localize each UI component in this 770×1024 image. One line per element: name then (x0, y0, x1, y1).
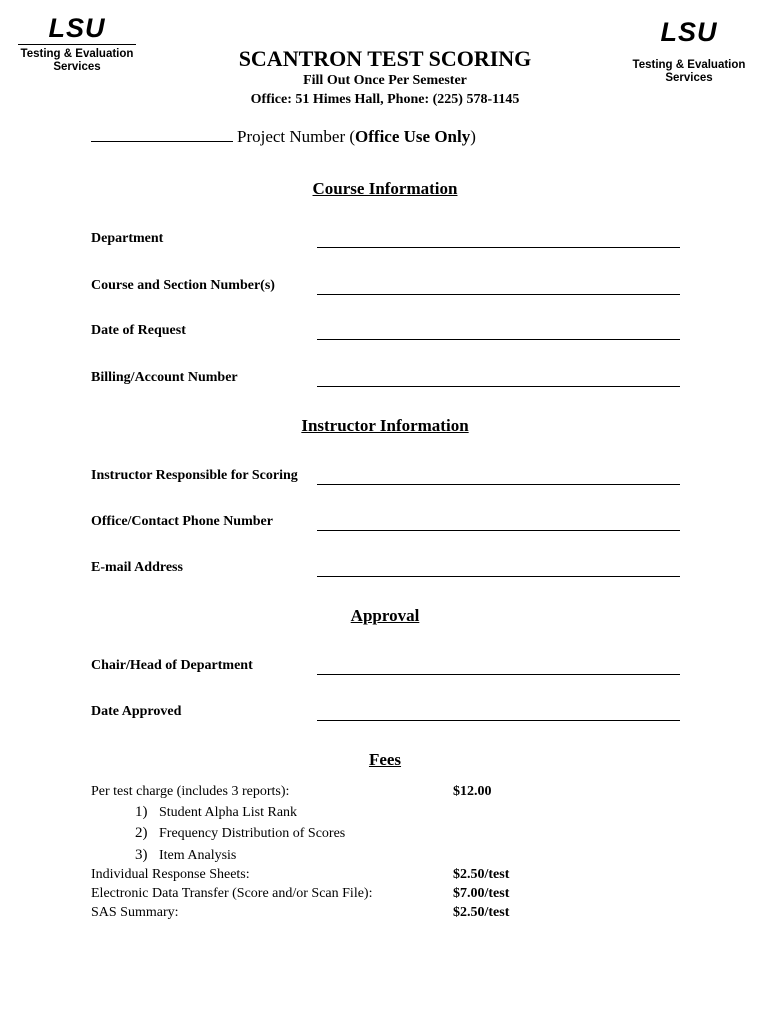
report-number: 3) (135, 847, 148, 863)
lsu-logo-left (17, 14, 137, 74)
report-number: 1) (135, 804, 148, 820)
per-test-amount: $12.00 (453, 784, 492, 799)
department-input[interactable] (317, 247, 680, 248)
report-label: Item Analysis (159, 848, 237, 863)
email-field (91, 560, 681, 582)
sas-summary-label: SAS Summary: (91, 905, 179, 920)
email-input[interactable] (317, 576, 680, 577)
electronic-transfer-label: Electronic Data Transfer (Score and/or Scan File): (91, 886, 373, 901)
date-approved-input[interactable] (317, 720, 680, 721)
chair-input[interactable] (317, 674, 680, 675)
report-item (135, 825, 345, 842)
billing-account-input[interactable] (317, 386, 680, 387)
per-test-label: Per test charge (includes 3 reports): (91, 784, 290, 799)
approval-heading: Approval (350, 606, 420, 625)
course-info-heading: Course Information (312, 179, 458, 198)
project-number-field[interactable] (91, 127, 233, 142)
date-of-request-label: Date of Request (91, 323, 186, 338)
phone-input[interactable] (317, 530, 680, 531)
lsu-logo-mark: LSU (48, 13, 106, 43)
lsu-logo-right (627, 18, 751, 85)
course-section-label: Course and Section Number(s) (91, 278, 275, 293)
report-number: 2) (135, 825, 148, 841)
individual-response-amount: $2.50/test (453, 867, 510, 882)
logo-divider (18, 44, 136, 45)
report-item (135, 804, 297, 821)
billing-account-field (91, 370, 681, 392)
lsu-logo-mark: LSU (660, 17, 718, 47)
project-number-row: Project Number (Office Use Only) (91, 127, 476, 147)
instructor-input[interactable] (317, 484, 680, 485)
department-label: Department (91, 231, 164, 246)
date-approved-field (91, 704, 681, 726)
logo-line1: Testing & Evaluation (20, 48, 134, 60)
department-field (91, 231, 681, 253)
billing-account-label: Billing/Account Number (91, 370, 238, 385)
date-of-request-field (91, 323, 681, 345)
logo-line2: Services (665, 72, 713, 84)
course-section-field (91, 278, 681, 300)
form-title: SCANTRON TEST SCORING (238, 46, 532, 71)
instructor-label: Instructor Responsible for Scoring (91, 468, 298, 483)
chair-label: Chair/Head of Department (91, 658, 253, 673)
instructor-info-heading: Instructor Information (301, 416, 469, 435)
chair-field (91, 658, 681, 680)
report-label: Student Alpha List Rank (159, 805, 298, 820)
logo-line1: Testing & Evaluation (632, 59, 746, 71)
sas-summary-amount: $2.50/test (453, 905, 510, 920)
office-use-only: Office Use Only (355, 127, 471, 146)
phone-label: Office/Contact Phone Number (91, 514, 273, 529)
date-of-request-input[interactable] (317, 339, 680, 340)
project-number-label: Project Number ( (237, 127, 356, 146)
phone-field (91, 514, 681, 536)
electronic-transfer-amount: $7.00/test (453, 886, 510, 901)
office-info: Office: 51 Himes Hall, Phone: (225) 578-1145 (250, 92, 520, 107)
fees-heading: Fees (368, 750, 402, 769)
course-section-input[interactable] (317, 294, 680, 295)
report-item (135, 847, 236, 864)
logo-line2: Services (53, 61, 101, 73)
report-label: Frequency Distribution of Scores (159, 826, 346, 841)
instructor-field (91, 468, 681, 490)
individual-response-label: Individual Response Sheets: (91, 867, 250, 882)
email-label: E-mail Address (91, 560, 183, 575)
form-subtitle: Fill Out Once Per Semester (303, 73, 467, 88)
date-approved-label: Date Approved (91, 704, 182, 719)
